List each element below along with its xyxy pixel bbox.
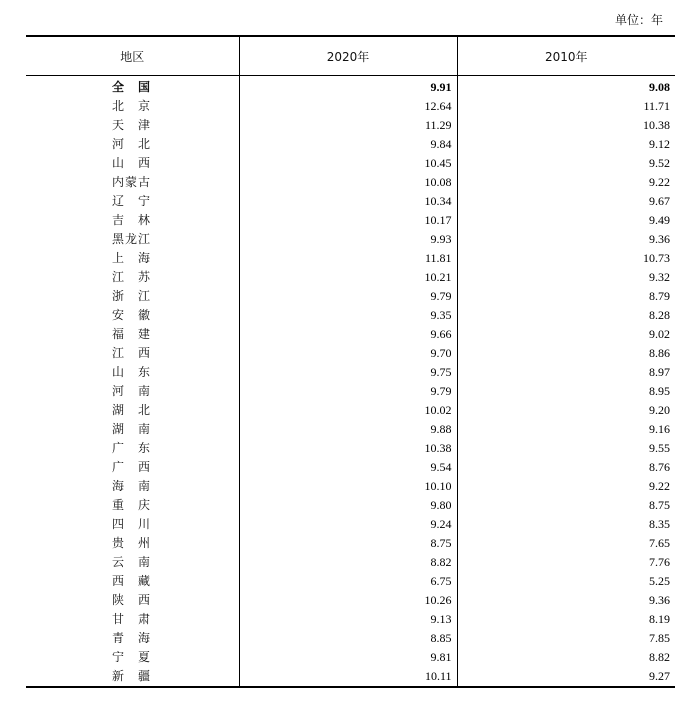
header-2020: 2020年 xyxy=(239,36,457,76)
region-name: 四川 xyxy=(112,517,150,531)
region-name: 广西 xyxy=(112,460,150,474)
value-2020: 9.79 xyxy=(239,287,457,306)
region-cell xyxy=(26,306,239,325)
region-name: 贵州 xyxy=(112,536,150,550)
region-cell xyxy=(26,610,239,629)
value-2010: 9.12 xyxy=(457,135,675,154)
region-name: 黑龙江 xyxy=(112,232,150,246)
table-row xyxy=(26,420,675,439)
value-2020: 10.45 xyxy=(239,154,457,173)
value-2010: 5.25 xyxy=(457,572,675,591)
table-row-total xyxy=(26,76,675,98)
region-cell xyxy=(26,173,239,192)
region-cell xyxy=(26,629,239,648)
region-cell xyxy=(26,230,239,249)
table-row xyxy=(26,97,675,116)
value-2020: 10.11 xyxy=(239,667,457,687)
table-row xyxy=(26,192,675,211)
table-row xyxy=(26,344,675,363)
header-region: 地区 xyxy=(26,36,239,76)
value-2010: 9.02 xyxy=(457,325,675,344)
region-name: 河北 xyxy=(112,137,150,151)
region-cell xyxy=(26,553,239,572)
value-2010: 9.22 xyxy=(457,477,675,496)
value-2010: 8.95 xyxy=(457,382,675,401)
value-2010: 9.08 xyxy=(457,76,675,98)
region-name: 西藏 xyxy=(112,574,150,588)
value-2020: 9.24 xyxy=(239,515,457,534)
region-cell xyxy=(26,135,239,154)
region-name: 广东 xyxy=(112,441,150,455)
table-row xyxy=(26,268,675,287)
value-2020: 10.21 xyxy=(239,268,457,287)
value-2020: 9.75 xyxy=(239,363,457,382)
region-cell xyxy=(26,420,239,439)
table-row xyxy=(26,515,675,534)
region-cell xyxy=(26,667,239,687)
region-name: 山东 xyxy=(112,365,150,379)
table-row xyxy=(26,135,675,154)
value-2010: 9.36 xyxy=(457,591,675,610)
region-cell xyxy=(26,154,239,173)
unit-label: 单位：年 xyxy=(614,13,663,27)
value-2020: 8.75 xyxy=(239,534,457,553)
value-2020: 10.17 xyxy=(239,211,457,230)
table-row xyxy=(26,116,675,135)
region-cell xyxy=(26,287,239,306)
region-cell xyxy=(26,496,239,515)
region-cell xyxy=(26,572,239,591)
value-2020: 9.80 xyxy=(239,496,457,515)
region-cell xyxy=(26,591,239,610)
region-name: 湖南 xyxy=(112,422,150,436)
value-2010: 9.67 xyxy=(457,192,675,211)
region-cell xyxy=(26,249,239,268)
value-2010: 9.49 xyxy=(457,211,675,230)
value-2020: 6.75 xyxy=(239,572,457,591)
table-row xyxy=(26,230,675,249)
table-row xyxy=(26,534,675,553)
table-row xyxy=(26,382,675,401)
value-2020: 9.54 xyxy=(239,458,457,477)
value-2010: 7.85 xyxy=(457,629,675,648)
region-name: 辽宁 xyxy=(112,194,150,208)
table-row xyxy=(26,648,675,667)
table-row xyxy=(26,211,675,230)
value-2010: 9.16 xyxy=(457,420,675,439)
region-cell xyxy=(26,325,239,344)
data-table xyxy=(26,35,675,688)
region-name: 宁夏 xyxy=(112,650,150,664)
region-cell xyxy=(26,97,239,116)
region-name: 重庆 xyxy=(112,498,150,512)
value-2010: 8.82 xyxy=(457,648,675,667)
table-row xyxy=(26,173,675,192)
value-2010: 8.79 xyxy=(457,287,675,306)
region-name: 云南 xyxy=(112,555,150,569)
value-2010: 9.52 xyxy=(457,154,675,173)
value-2020: 11.81 xyxy=(239,249,457,268)
value-2010: 8.76 xyxy=(457,458,675,477)
value-2020: 9.70 xyxy=(239,344,457,363)
value-2020: 8.82 xyxy=(239,553,457,572)
value-2020: 9.84 xyxy=(239,135,457,154)
value-2020: 10.38 xyxy=(239,439,457,458)
region-name: 天津 xyxy=(112,118,150,132)
region-cell xyxy=(26,382,239,401)
region-cell xyxy=(26,116,239,135)
region-name: 上海 xyxy=(112,251,150,265)
region-name: 浙江 xyxy=(112,289,150,303)
region-name: 青海 xyxy=(112,631,150,645)
region-cell xyxy=(26,648,239,667)
value-2020: 9.35 xyxy=(239,306,457,325)
table-row xyxy=(26,287,675,306)
value-2010: 8.35 xyxy=(457,515,675,534)
value-2010: 7.76 xyxy=(457,553,675,572)
value-2010: 9.22 xyxy=(457,173,675,192)
value-2020: 11.29 xyxy=(239,116,457,135)
table-row xyxy=(26,477,675,496)
table-row xyxy=(26,325,675,344)
value-2010: 9.27 xyxy=(457,667,675,687)
region-name: 河南 xyxy=(112,384,150,398)
value-2010: 8.28 xyxy=(457,306,675,325)
value-2010: 7.65 xyxy=(457,534,675,553)
value-2020: 9.88 xyxy=(239,420,457,439)
value-2020: 10.26 xyxy=(239,591,457,610)
value-2010: 10.38 xyxy=(457,116,675,135)
table-row xyxy=(26,154,675,173)
region-name: 安徽 xyxy=(112,308,150,322)
table-row xyxy=(26,591,675,610)
region-name: 内蒙古 xyxy=(112,175,150,189)
table-row xyxy=(26,496,675,515)
value-2020: 9.66 xyxy=(239,325,457,344)
value-2010: 11.71 xyxy=(457,97,675,116)
region-name: 海南 xyxy=(112,479,150,493)
header-row xyxy=(26,36,675,76)
value-2010: 8.86 xyxy=(457,344,675,363)
value-2010: 9.20 xyxy=(457,401,675,420)
region-cell xyxy=(26,515,239,534)
region-name: 山西 xyxy=(112,156,150,170)
value-2010: 10.73 xyxy=(457,249,675,268)
table-row xyxy=(26,667,675,687)
region-name: 全国 xyxy=(112,80,150,94)
region-cell xyxy=(26,534,239,553)
table-row xyxy=(26,610,675,629)
table-row xyxy=(26,363,675,382)
value-2010: 9.36 xyxy=(457,230,675,249)
region-name: 北京 xyxy=(112,99,150,113)
table-row xyxy=(26,629,675,648)
value-2020: 10.10 xyxy=(239,477,457,496)
value-2020: 9.81 xyxy=(239,648,457,667)
region-cell xyxy=(26,458,239,477)
region-name: 新疆 xyxy=(112,669,150,683)
region-cell xyxy=(26,211,239,230)
value-2010: 9.32 xyxy=(457,268,675,287)
region-name: 江苏 xyxy=(112,270,150,284)
region-name: 甘肃 xyxy=(112,612,150,626)
table-body xyxy=(26,76,675,688)
table-row xyxy=(26,458,675,477)
table-row xyxy=(26,553,675,572)
table-row xyxy=(26,401,675,420)
value-2010: 9.55 xyxy=(457,439,675,458)
header-2010: 2010年 xyxy=(457,36,675,76)
value-2020: 12.64 xyxy=(239,97,457,116)
table-row xyxy=(26,439,675,458)
region-name: 湖北 xyxy=(112,403,150,417)
region-cell xyxy=(26,344,239,363)
value-2020: 8.85 xyxy=(239,629,457,648)
value-2020: 10.08 xyxy=(239,173,457,192)
region-cell xyxy=(26,268,239,287)
region-cell xyxy=(26,401,239,420)
value-2020: 9.93 xyxy=(239,230,457,249)
table-row xyxy=(26,572,675,591)
region-name: 福建 xyxy=(112,327,150,341)
region-name: 吉林 xyxy=(112,213,150,227)
value-2020: 10.34 xyxy=(239,192,457,211)
region-cell xyxy=(26,192,239,211)
region-cell xyxy=(26,439,239,458)
table-row xyxy=(26,306,675,325)
value-2020: 10.02 xyxy=(239,401,457,420)
table-row xyxy=(26,249,675,268)
value-2020: 9.79 xyxy=(239,382,457,401)
value-2010: 8.19 xyxy=(457,610,675,629)
region-cell xyxy=(26,477,239,496)
region-name: 陕西 xyxy=(112,593,150,607)
value-2010: 8.75 xyxy=(457,496,675,515)
value-2020: 9.91 xyxy=(239,76,457,98)
region-name: 江西 xyxy=(112,346,150,360)
value-2020: 9.13 xyxy=(239,610,457,629)
region-cell xyxy=(26,76,239,98)
region-cell xyxy=(26,363,239,382)
value-2010: 8.97 xyxy=(457,363,675,382)
